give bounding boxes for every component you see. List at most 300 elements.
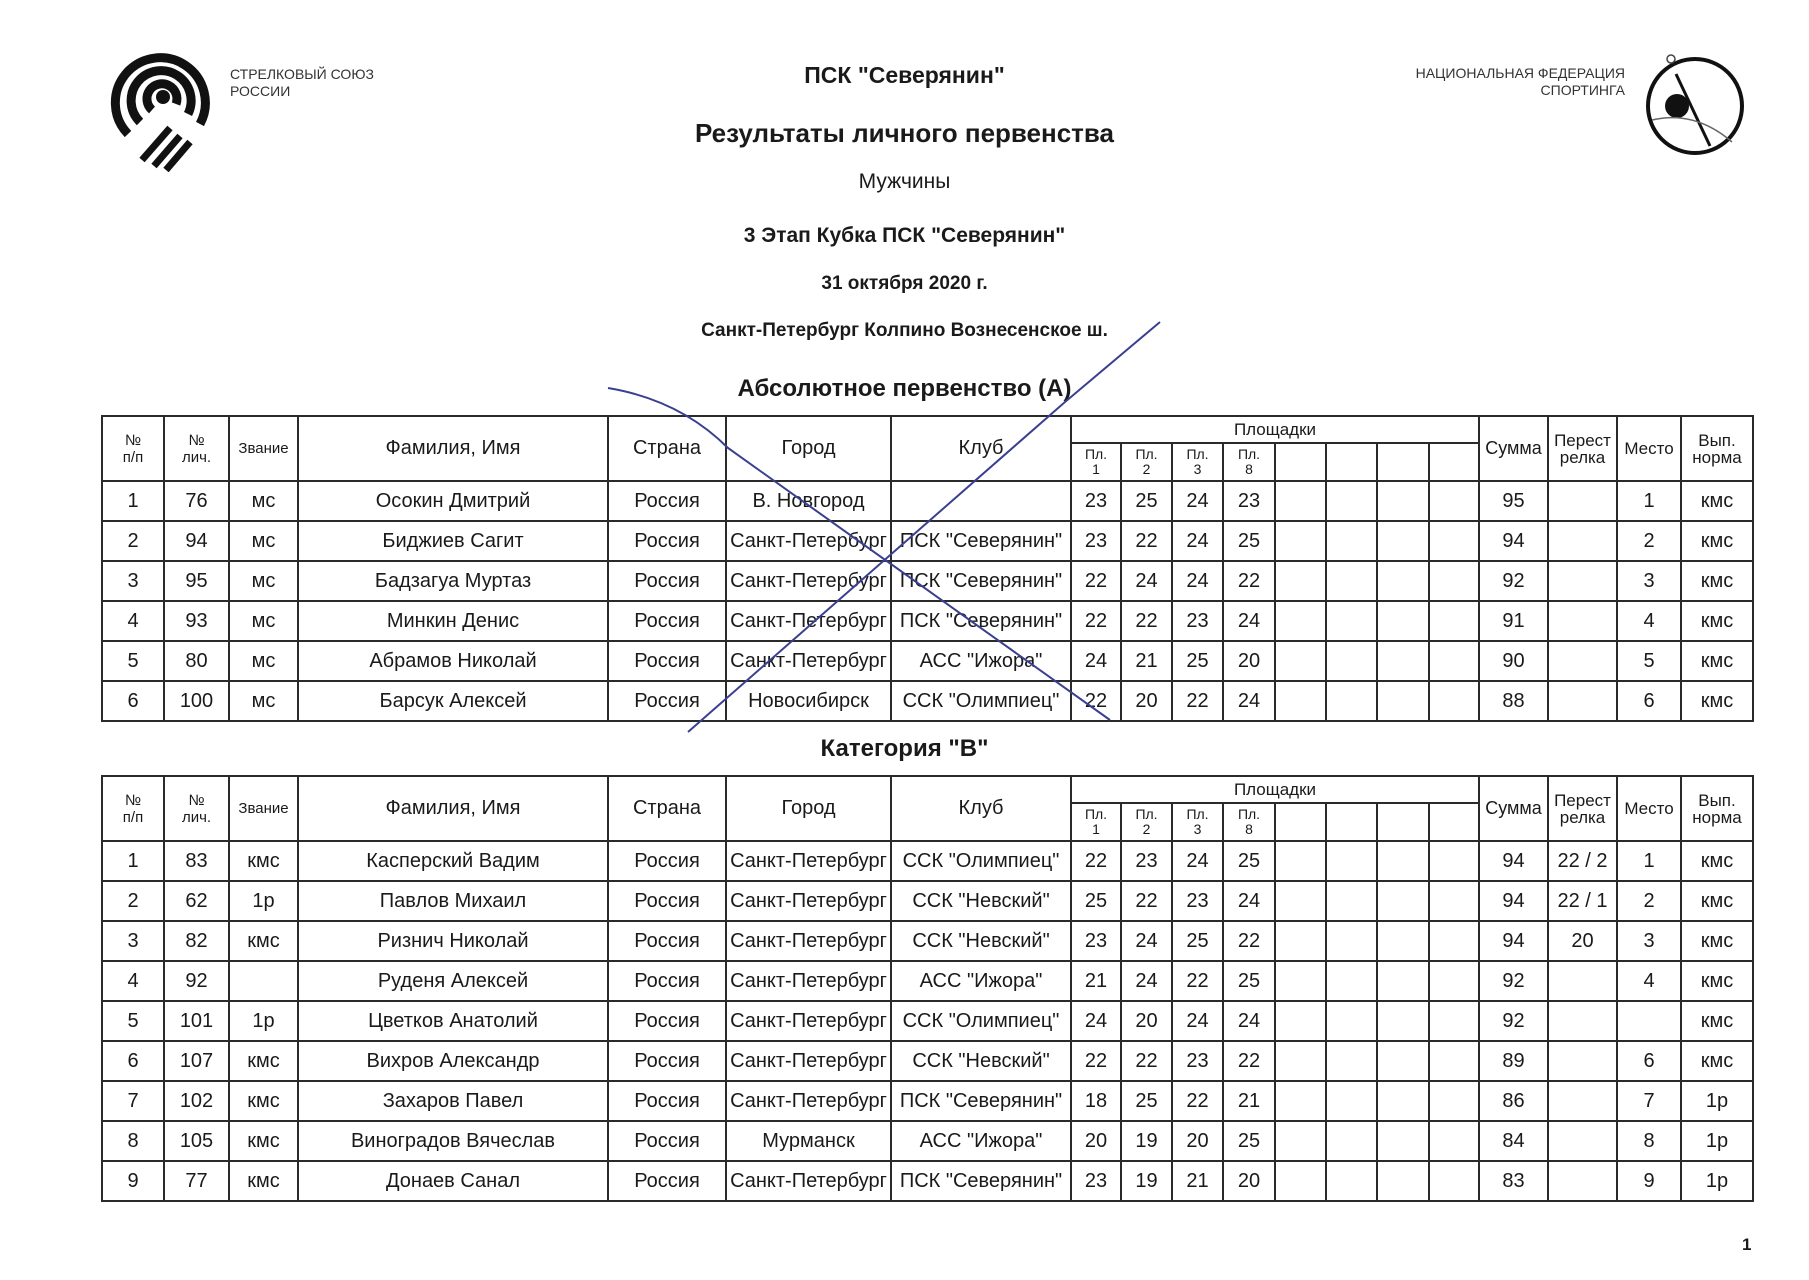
cell-shootoff	[1548, 1001, 1617, 1041]
range-1-label: Пл.	[1084, 806, 1108, 822]
col-header-range-1	[1071, 443, 1121, 481]
cell-city: Санкт-Петербург	[726, 1001, 891, 1041]
range-1-number: 1	[1092, 461, 1100, 477]
cell-score-range-1: 23	[1071, 1161, 1121, 1201]
col-header-number-line2: п/п	[122, 448, 144, 466]
cell-norm: 1р	[1681, 1161, 1753, 1201]
cell-score-range-3: 24	[1172, 561, 1223, 601]
range-3-label: Пл.	[1186, 446, 1209, 462]
cell-sum: 94	[1479, 841, 1548, 881]
cell-city: Санкт-Петербург	[726, 1161, 891, 1201]
cell-empty	[1429, 881, 1479, 921]
cell-shootoff	[1548, 1161, 1617, 1201]
col-header-shootoff-line1: Перест	[1554, 790, 1611, 810]
cell-country: Россия	[608, 1161, 726, 1201]
col-header-number-line1: №	[124, 791, 142, 809]
table-row	[102, 1121, 1753, 1161]
cell-rank: кмс	[229, 921, 298, 961]
cell-name: Ризнич Николай	[298, 921, 608, 961]
cell-empty	[1275, 601, 1326, 641]
cell-empty	[1429, 961, 1479, 1001]
cell-club: ССК "Невский"	[891, 921, 1071, 961]
cell-empty	[1275, 921, 1326, 961]
cell-empty	[1377, 881, 1429, 921]
cell-country: Россия	[608, 921, 726, 961]
cell-score-range-1: 25	[1071, 881, 1121, 921]
cell-empty	[1377, 521, 1429, 561]
cell-score-range-8: 25	[1223, 961, 1275, 1001]
cell-number: 8	[102, 1121, 164, 1161]
cell-score-range-1: 22	[1071, 1041, 1121, 1081]
cell-empty	[1429, 1041, 1479, 1081]
cell-score-range-2: 20	[1121, 681, 1172, 721]
col-header-range-empty	[1275, 443, 1326, 481]
cell-number: 2	[102, 521, 164, 561]
cell-score-range-1: 22	[1071, 561, 1121, 601]
col-header-norm	[1681, 776, 1753, 841]
cell-empty	[1326, 521, 1377, 561]
cell-empty	[1377, 601, 1429, 641]
cell-empty	[1326, 561, 1377, 601]
range-2-label: Пл.	[1135, 806, 1158, 822]
col-header-country: Страна	[608, 416, 726, 481]
cell-sum: 92	[1479, 961, 1548, 1001]
cell-score-range-2: 22	[1121, 521, 1172, 561]
col-header-name: Фамилия, Имя	[298, 416, 608, 481]
sporting-federation-label-line2: СПОРТИНГА	[1540, 82, 1625, 98]
cell-club: АСС "Ижора"	[891, 961, 1071, 1001]
cell-empty	[1275, 1161, 1326, 1201]
cell-club: ССК "Олимпиец"	[891, 681, 1071, 721]
cell-rank: мс	[229, 681, 298, 721]
cell-place: 6	[1617, 1041, 1681, 1081]
cell-club: ПСК "Северянин"	[891, 1161, 1071, 1201]
col-header-city: Город	[726, 776, 891, 841]
range-2-label: Пл.	[1135, 446, 1158, 462]
cell-sum: 88	[1479, 681, 1548, 721]
col-header-ranges: Площадки	[1071, 776, 1479, 803]
range-2-number: 2	[1142, 461, 1151, 477]
cell-empty	[1326, 1001, 1377, 1041]
cell-shootoff: 20	[1548, 921, 1617, 961]
cell-score-range-3: 23	[1172, 881, 1223, 921]
cell-score-range-1: 23	[1071, 481, 1121, 521]
cell-rank: мс	[229, 481, 298, 521]
cell-name: Минкин Денис	[298, 601, 608, 641]
col-header-range-empty	[1429, 803, 1479, 841]
cell-score-range-8: 21	[1223, 1081, 1275, 1121]
col-header-number-line2: п/п	[122, 808, 144, 826]
cell-name: Захаров Павел	[298, 1081, 608, 1121]
cell-score-range-3: 24	[1172, 841, 1223, 881]
col-header-club: Клуб	[891, 776, 1071, 841]
cell-name: Барсук Алексей	[298, 681, 608, 721]
col-header-ranges: Площадки	[1071, 416, 1479, 443]
range-8-label: Пл.	[1237, 806, 1261, 822]
cell-name: Цветков Анатолий	[298, 1001, 608, 1041]
cell-norm: кмс	[1681, 601, 1753, 641]
cell-norm: кмс	[1681, 961, 1753, 1001]
cell-empty	[1326, 1081, 1377, 1121]
cell-rank: кмс	[229, 1041, 298, 1081]
cell-score-range-2: 22	[1121, 601, 1172, 641]
cell-number: 6	[102, 681, 164, 721]
col-header-norm-line1: Вып.	[1698, 790, 1736, 810]
cell-country: Россия	[608, 681, 726, 721]
cell-number: 4	[102, 961, 164, 1001]
cell-city: Санкт-Петербург	[726, 841, 891, 881]
cell-score-range-2: 24	[1121, 961, 1172, 1001]
cell-empty	[1377, 841, 1429, 881]
cell-norm: кмс	[1681, 481, 1753, 521]
cell-number: 1	[102, 841, 164, 881]
cell-empty	[1275, 881, 1326, 921]
cell-name: Павлов Михаил	[298, 881, 608, 921]
cell-score-range-8: 22	[1223, 561, 1275, 601]
cell-club: АСС "Ижора"	[891, 1121, 1071, 1161]
col-header-shootoff-line1: Перест	[1554, 430, 1611, 450]
col-header-range-8	[1223, 443, 1275, 481]
col-header-sum: Сумма	[1479, 776, 1548, 841]
cell-number: 1	[102, 481, 164, 521]
cell-name: Касперский Вадим	[298, 841, 608, 881]
cell-number: 3	[102, 921, 164, 961]
cell-rank	[229, 961, 298, 1001]
cell-score-range-2: 25	[1121, 1081, 1172, 1121]
cell-bib: 107	[164, 1041, 229, 1081]
cell-club: ССК "Олимпиец"	[891, 1001, 1071, 1041]
col-header-place: Место	[1617, 416, 1681, 481]
cell-score-range-8: 22	[1223, 1041, 1275, 1081]
cell-sum: 89	[1479, 1041, 1548, 1081]
cell-empty	[1275, 1041, 1326, 1081]
cell-empty	[1429, 681, 1479, 721]
range-8-label: Пл.	[1237, 446, 1261, 462]
cell-name: Абрамов Николай	[298, 641, 608, 681]
cell-bib: 80	[164, 641, 229, 681]
cell-score-range-3: 23	[1172, 1041, 1223, 1081]
cell-name: Руденя Алексей	[298, 961, 608, 1001]
cell-place	[1617, 1001, 1681, 1041]
cell-rank: кмс	[229, 1121, 298, 1161]
cell-city: Новосибирск	[726, 681, 891, 721]
cell-country: Россия	[608, 1121, 726, 1161]
col-header-shootoff-line2: релка	[1559, 447, 1606, 467]
cell-empty	[1377, 1001, 1429, 1041]
cell-score-range-3: 21	[1172, 1161, 1223, 1201]
cell-empty	[1429, 481, 1479, 521]
cell-score-range-2: 22	[1121, 881, 1172, 921]
col-header-country: Страна	[608, 776, 726, 841]
col-header-range-2	[1121, 443, 1172, 481]
col-header-range-empty	[1275, 803, 1326, 841]
cell-empty	[1275, 961, 1326, 1001]
range-3-number: 3	[1193, 461, 1202, 477]
cell-name: Донаев Санал	[298, 1161, 608, 1201]
table-row	[102, 841, 1753, 881]
cell-empty	[1326, 841, 1377, 881]
cell-norm: кмс	[1681, 881, 1753, 921]
col-header-shootoff	[1548, 416, 1617, 481]
col-header-norm-line2: норма	[1692, 447, 1742, 467]
cell-empty	[1377, 1041, 1429, 1081]
col-header-range-3	[1172, 803, 1223, 841]
competition-stage: 3 Этап Кубка ПСК "Северянин"	[743, 224, 1066, 247]
cell-bib: 92	[164, 961, 229, 1001]
cell-sum: 91	[1479, 601, 1548, 641]
cell-score-range-2: 24	[1121, 561, 1172, 601]
section-title-absolute: Абсолютное первенство (А)	[737, 375, 1072, 402]
cell-bib: 100	[164, 681, 229, 721]
cell-norm: кмс	[1681, 521, 1753, 561]
cell-sum: 84	[1479, 1121, 1548, 1161]
cell-place: 1	[1617, 841, 1681, 881]
cell-country: Россия	[608, 1041, 726, 1081]
cell-sum: 94	[1479, 521, 1548, 561]
cell-club: ССК "Невский"	[891, 1041, 1071, 1081]
cell-bib: 77	[164, 1161, 229, 1201]
cell-score-range-1: 24	[1071, 641, 1121, 681]
cell-score-range-1: 22	[1071, 681, 1121, 721]
cell-sum: 92	[1479, 1001, 1548, 1041]
cell-place: 4	[1617, 961, 1681, 1001]
document-subtitle: Мужчины	[858, 170, 951, 193]
cell-score-range-3: 24	[1172, 521, 1223, 561]
cell-bib: 94	[164, 521, 229, 561]
cell-sum: 95	[1479, 481, 1548, 521]
table-row	[102, 881, 1753, 921]
cell-empty	[1429, 1161, 1479, 1201]
cell-name: Осокин Дмитрий	[298, 481, 608, 521]
cell-score-range-1: 21	[1071, 961, 1121, 1001]
table-row	[102, 601, 1753, 641]
col-header-shootoff	[1548, 776, 1617, 841]
cell-empty	[1429, 1121, 1479, 1161]
cell-score-range-2: 24	[1121, 921, 1172, 961]
page-number: 1	[1742, 1235, 1752, 1254]
cell-bib: 82	[164, 921, 229, 961]
cell-sum: 94	[1479, 921, 1548, 961]
cell-norm: кмс	[1681, 921, 1753, 961]
cell-shootoff	[1548, 601, 1617, 641]
cell-score-range-8: 23	[1223, 481, 1275, 521]
cell-sum: 92	[1479, 561, 1548, 601]
cell-club: ПСК "Северянин"	[891, 521, 1071, 561]
cell-place: 2	[1617, 881, 1681, 921]
table-row	[102, 1041, 1753, 1081]
table-row	[102, 561, 1753, 601]
col-header-number	[102, 416, 164, 481]
col-header-range-8	[1223, 803, 1275, 841]
cell-empty	[1275, 841, 1326, 881]
cell-rank: мс	[229, 561, 298, 601]
cell-bib: 95	[164, 561, 229, 601]
col-header-norm-line2: норма	[1692, 807, 1742, 827]
cell-empty	[1326, 1041, 1377, 1081]
cell-score-range-2: 19	[1121, 1161, 1172, 1201]
cell-score-range-8: 24	[1223, 681, 1275, 721]
cell-number: 9	[102, 1161, 164, 1201]
cell-shootoff	[1548, 481, 1617, 521]
cell-score-range-2: 20	[1121, 1001, 1172, 1041]
range-8-number: 8	[1245, 821, 1253, 837]
cell-score-range-1: 22	[1071, 841, 1121, 881]
range-1-number: 1	[1092, 821, 1100, 837]
cell-score-range-3: 22	[1172, 681, 1223, 721]
cell-empty	[1275, 681, 1326, 721]
cell-city: Санкт-Петербург	[726, 921, 891, 961]
cell-name: Бадзагуа Муртаз	[298, 561, 608, 601]
cell-country: Россия	[608, 881, 726, 921]
cell-club: ПСК "Северянин"	[891, 601, 1071, 641]
cell-shootoff	[1548, 1121, 1617, 1161]
cell-bib: 105	[164, 1121, 229, 1161]
cell-city: Санкт-Петербург	[726, 641, 891, 681]
cell-empty	[1429, 1001, 1479, 1041]
cell-city: Санкт-Петербург	[726, 961, 891, 1001]
cell-score-range-1: 20	[1071, 1121, 1121, 1161]
col-header-norm-line1: Вып.	[1698, 430, 1736, 450]
cell-empty	[1429, 521, 1479, 561]
col-header-bib-line1: №	[188, 431, 205, 449]
cell-empty	[1275, 521, 1326, 561]
cell-bib: 62	[164, 881, 229, 921]
range-2-number: 2	[1142, 821, 1151, 837]
cell-score-range-8: 25	[1223, 1121, 1275, 1161]
cell-norm: кмс	[1681, 641, 1753, 681]
cell-empty	[1326, 481, 1377, 521]
cell-bib: 83	[164, 841, 229, 881]
cell-empty	[1377, 641, 1429, 681]
cell-country: Россия	[608, 481, 726, 521]
cell-club: ССК "Невский"	[891, 881, 1071, 921]
cell-empty	[1377, 681, 1429, 721]
cell-place: 1	[1617, 481, 1681, 521]
range-1-label: Пл.	[1084, 446, 1108, 462]
cell-empty	[1275, 641, 1326, 681]
cell-score-range-3: 23	[1172, 601, 1223, 641]
cell-score-range-8: 20	[1223, 1161, 1275, 1201]
cell-shootoff: 22 / 1	[1548, 881, 1617, 921]
cell-norm: кмс	[1681, 841, 1753, 881]
cell-empty	[1326, 881, 1377, 921]
cell-empty	[1275, 481, 1326, 521]
table-row	[102, 1001, 1753, 1041]
cell-score-range-1: 22	[1071, 601, 1121, 641]
results-table-category-b	[101, 775, 1754, 1202]
col-header-sum: Сумма	[1479, 416, 1548, 481]
cell-number: 7	[102, 1081, 164, 1121]
cell-number: 6	[102, 1041, 164, 1081]
cell-country: Россия	[608, 561, 726, 601]
cell-number: 3	[102, 561, 164, 601]
cell-place: 9	[1617, 1161, 1681, 1201]
competition-place: Санкт-Петербург Колпино Вознесенское ш.	[701, 320, 1108, 341]
cell-shootoff	[1548, 961, 1617, 1001]
shooting-union-label-line1: СТРЕЛКОВЫЙ СОЮЗ	[230, 66, 374, 82]
cell-name: Виноградов Вячеслав	[298, 1121, 608, 1161]
table-row	[102, 681, 1753, 721]
cell-city: Мурманск	[726, 1121, 891, 1161]
col-header-bib-line2: лич.	[181, 448, 212, 466]
range-3-number: 3	[1193, 821, 1202, 837]
cell-city: Санкт-Петербург	[726, 561, 891, 601]
cell-place: 6	[1617, 681, 1681, 721]
cell-score-range-2: 22	[1121, 1041, 1172, 1081]
cell-city: Санкт-Петербург	[726, 601, 891, 641]
col-header-range-empty	[1377, 443, 1429, 481]
table-row	[102, 481, 1753, 521]
col-header-range-empty	[1429, 443, 1479, 481]
cell-score-range-3: 25	[1172, 921, 1223, 961]
cell-norm: 1р	[1681, 1081, 1753, 1121]
cell-empty	[1429, 1081, 1479, 1121]
cell-score-range-2: 21	[1121, 641, 1172, 681]
col-header-number-line1: №	[124, 431, 142, 449]
cell-bib: 93	[164, 601, 229, 641]
cell-score-range-3: 24	[1172, 1001, 1223, 1041]
cell-empty	[1377, 481, 1429, 521]
cell-norm: кмс	[1681, 1041, 1753, 1081]
col-header-norm	[1681, 416, 1753, 481]
cell-club	[891, 481, 1071, 521]
cell-empty	[1377, 1081, 1429, 1121]
col-header-range-empty	[1326, 803, 1377, 841]
table-row	[102, 921, 1753, 961]
cell-bib: 76	[164, 481, 229, 521]
col-header-name: Фамилия, Имя	[298, 776, 608, 841]
cell-place: 5	[1617, 641, 1681, 681]
col-header-range-3	[1172, 443, 1223, 481]
cell-name: Вихров Александр	[298, 1041, 608, 1081]
cell-score-range-8: 25	[1223, 521, 1275, 561]
cell-shootoff	[1548, 521, 1617, 561]
col-header-place: Место	[1617, 776, 1681, 841]
col-header-range-empty	[1377, 803, 1429, 841]
cell-empty	[1326, 1161, 1377, 1201]
col-header-bib-line1: №	[188, 791, 205, 809]
cell-name: Биджиев Сагит	[298, 521, 608, 561]
cell-shootoff	[1548, 641, 1617, 681]
col-header-shootoff-line2: релка	[1559, 807, 1606, 827]
cell-score-range-8: 24	[1223, 1001, 1275, 1041]
results-table-absolute	[101, 415, 1754, 722]
competition-date: 31 октября 2020 г.	[821, 273, 988, 294]
cell-number: 2	[102, 881, 164, 921]
col-header-bib	[164, 416, 229, 481]
cell-place: 7	[1617, 1081, 1681, 1121]
cell-score-range-8: 24	[1223, 881, 1275, 921]
cell-norm: 1р	[1681, 1121, 1753, 1161]
cell-score-range-8: 22	[1223, 921, 1275, 961]
cell-shootoff: 22 / 2	[1548, 841, 1617, 881]
cell-sum: 90	[1479, 641, 1548, 681]
cell-club: АСС "Ижора"	[891, 641, 1071, 681]
cell-score-range-8: 24	[1223, 601, 1275, 641]
cell-empty	[1429, 921, 1479, 961]
cell-city: Санкт-Петербург	[726, 1041, 891, 1081]
cell-empty	[1326, 601, 1377, 641]
col-header-rank: Звание	[229, 776, 298, 841]
table-row	[102, 1161, 1753, 1201]
cell-country: Россия	[608, 961, 726, 1001]
cell-bib: 101	[164, 1001, 229, 1041]
cell-norm: кмс	[1681, 561, 1753, 601]
range-3-label: Пл.	[1186, 806, 1209, 822]
cell-club: ПСК "Северянин"	[891, 1081, 1071, 1121]
cell-empty	[1429, 841, 1479, 881]
table-row	[102, 641, 1753, 681]
